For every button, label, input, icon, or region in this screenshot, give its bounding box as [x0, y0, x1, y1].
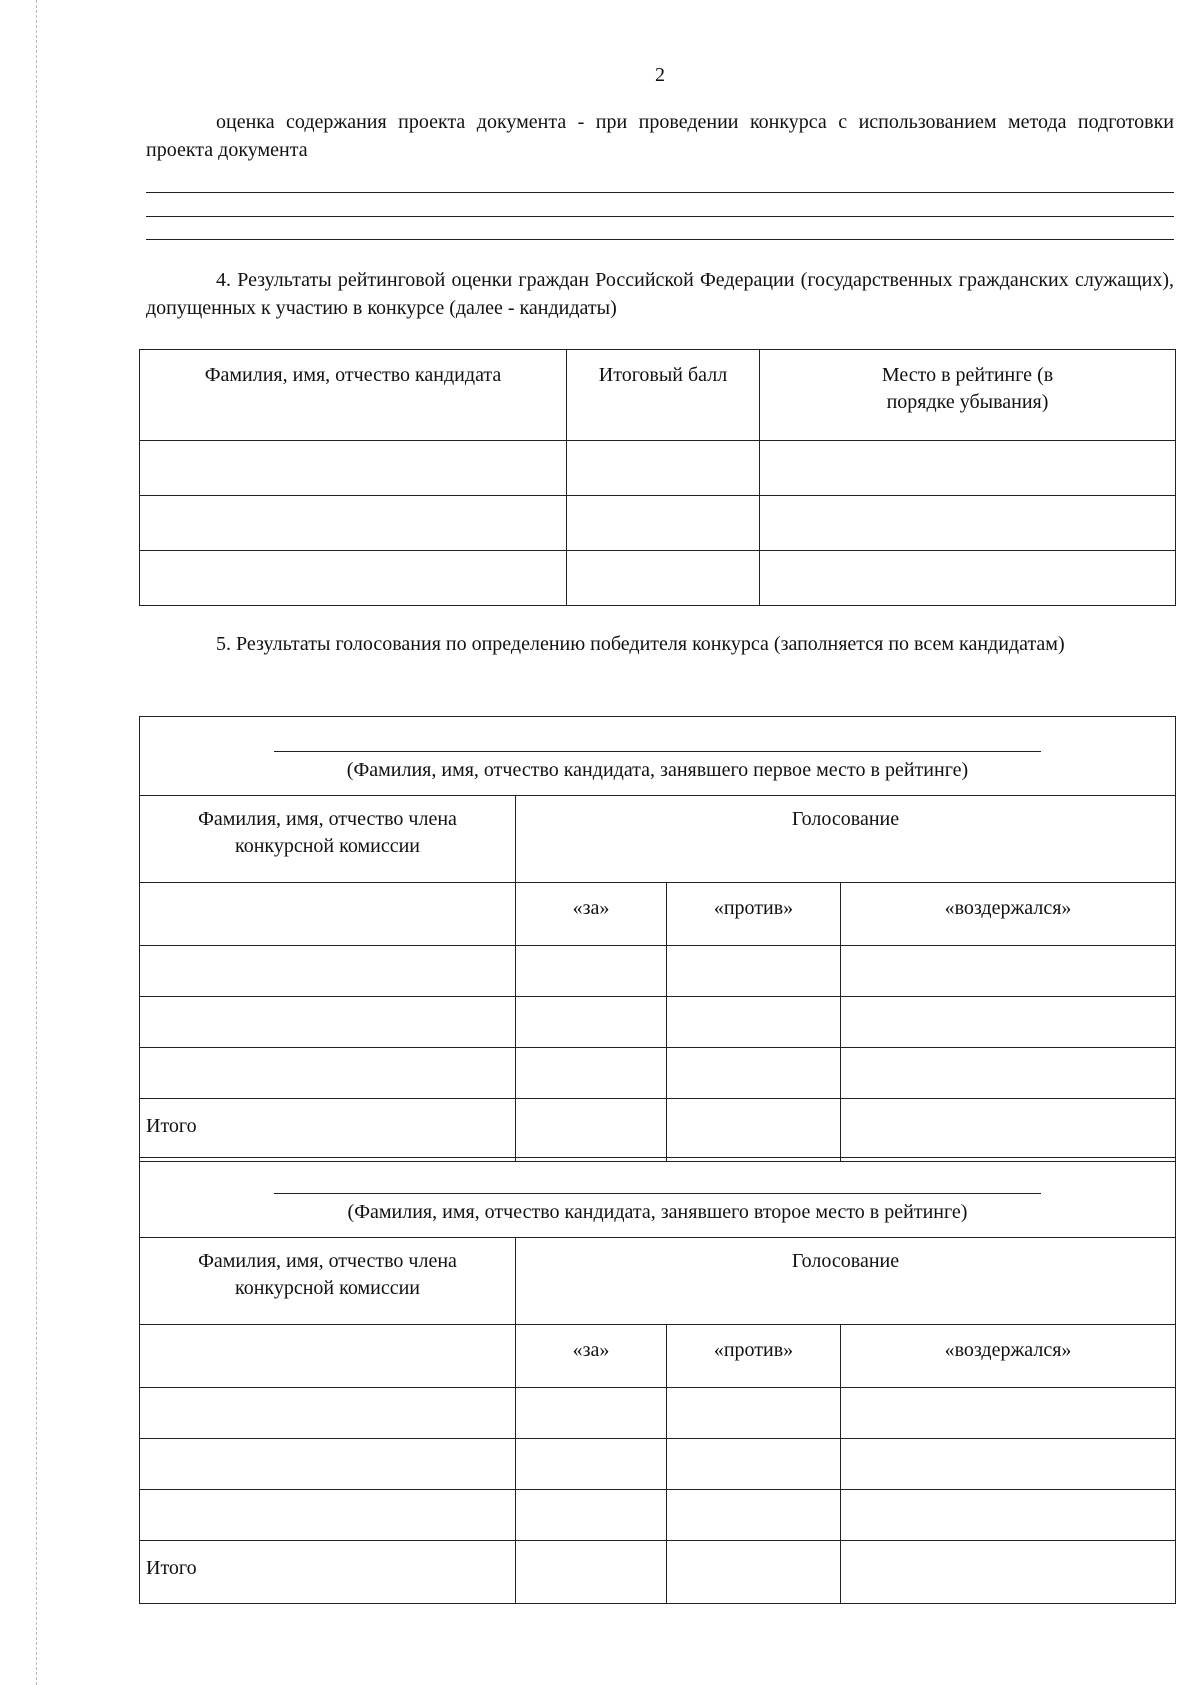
- section5-text: Результаты голосования по определению победителя конкурса (заполняется по всем кандидатам): [236, 633, 1065, 655]
- option-abstain: «воздержался»: [841, 1325, 1176, 1388]
- table-cell[interactable]: [667, 1541, 841, 1604]
- candidate-name-line: [274, 751, 1041, 752]
- table-cell[interactable]: [516, 1439, 667, 1490]
- table-cell[interactable]: [841, 1388, 1176, 1439]
- table-cell[interactable]: [760, 441, 1176, 496]
- voting-header-row: [140, 1238, 1176, 1325]
- candidate-name-field[interactable]: [140, 717, 1176, 796]
- option-for: «за»: [516, 1325, 667, 1388]
- table-cell[interactable]: [516, 1490, 667, 1541]
- table-cell[interactable]: [667, 1099, 841, 1162]
- table-cell[interactable]: [667, 1048, 841, 1099]
- voting-header-row: [140, 796, 1176, 883]
- table-cell[interactable]: [667, 997, 841, 1048]
- table-cell[interactable]: [841, 1490, 1176, 1541]
- total-row: [140, 1099, 1176, 1162]
- table-cell[interactable]: [140, 1048, 516, 1099]
- candidate-row: [140, 1159, 1176, 1238]
- fill-line-2[interactable]: [146, 216, 1174, 217]
- table-cell[interactable]: [140, 1388, 516, 1439]
- table-cell[interactable]: [140, 1490, 516, 1541]
- table-cell: [140, 1325, 516, 1388]
- fill-line-3[interactable]: [146, 239, 1174, 240]
- option-for: «за»: [516, 883, 667, 946]
- voting-table-second-place: [139, 1159, 1176, 1604]
- table-cell[interactable]: [760, 496, 1176, 551]
- voting-table-first-place: [139, 716, 1176, 1162]
- section4-number: 4.: [216, 269, 231, 291]
- table-row: [140, 496, 1176, 551]
- table-row: [140, 441, 1176, 496]
- table-cell[interactable]: [140, 441, 567, 496]
- table-cell[interactable]: [841, 1048, 1176, 1099]
- table-row: [140, 946, 1176, 997]
- table-cell[interactable]: [667, 1490, 841, 1541]
- voting-options-row: [140, 883, 1176, 946]
- table-cell[interactable]: [567, 551, 760, 606]
- column-header-place: Место в рейтинге (в порядке убывания): [760, 350, 1176, 441]
- table-cell[interactable]: [667, 1388, 841, 1439]
- table-cell[interactable]: [140, 1439, 516, 1490]
- table-cell[interactable]: [140, 946, 516, 997]
- table-cell[interactable]: [140, 496, 567, 551]
- total-label: Итого: [140, 1099, 516, 1162]
- table-cell[interactable]: [841, 946, 1176, 997]
- table-cell[interactable]: [516, 946, 667, 997]
- table-cell[interactable]: [667, 946, 841, 997]
- table-cell[interactable]: [516, 997, 667, 1048]
- table-cell[interactable]: [667, 1439, 841, 1490]
- voting-options-row: [140, 1325, 1176, 1388]
- table-row: [140, 551, 1176, 606]
- table-cell[interactable]: [516, 1388, 667, 1439]
- column-header-score: Итоговый балл: [567, 350, 760, 441]
- table-cell[interactable]: [841, 997, 1176, 1048]
- table-cell[interactable]: [567, 441, 760, 496]
- option-against: «против»: [667, 1325, 841, 1388]
- candidate-caption: (Фамилия, имя, отчество кандидата, занявшего второе место в рейтинге): [347, 1201, 968, 1223]
- voting-header: Голосование: [516, 796, 1176, 883]
- table-cell[interactable]: [516, 1541, 667, 1604]
- total-label: Итого: [140, 1541, 516, 1604]
- separator-line: [139, 1157, 1175, 1158]
- total-row: [140, 1541, 1176, 1604]
- table-cell[interactable]: [841, 1541, 1176, 1604]
- section4-paragraph: [146, 266, 1174, 322]
- table-row: [140, 1388, 1176, 1439]
- fill-line-1[interactable]: [146, 192, 1174, 193]
- table-row: [140, 997, 1176, 1048]
- member-header: Фамилия, имя, отчество члена конкурсной комиссии: [140, 1238, 516, 1325]
- member-header: Фамилия, имя, отчество члена конкурсной комиссии: [140, 796, 516, 883]
- table-row: [140, 1490, 1176, 1541]
- table-cell[interactable]: [567, 496, 760, 551]
- table-cell[interactable]: [140, 551, 567, 606]
- candidate-name-field[interactable]: [140, 1159, 1176, 1238]
- table-cell[interactable]: [760, 551, 1176, 606]
- scan-edge: [36, 0, 37, 1685]
- option-against: «против»: [667, 883, 841, 946]
- table-row: [140, 1048, 1176, 1099]
- table-cell[interactable]: [140, 997, 516, 1048]
- section5-number: 5.: [216, 633, 231, 655]
- rating-table: [139, 349, 1176, 606]
- table-cell[interactable]: [516, 1099, 667, 1162]
- intro-text: оценка содержания проекта документа - при проведении конкурса с использованием метода подготовки проекта документа: [146, 111, 1174, 161]
- intro-paragraph: [146, 108, 1174, 164]
- table-cell[interactable]: [841, 1439, 1176, 1490]
- rating-table-header: [140, 350, 1176, 441]
- column-header-candidate: Фамилия, имя, отчество кандидата: [140, 350, 567, 441]
- option-abstain: «воздержался»: [841, 883, 1176, 946]
- table-cell[interactable]: [841, 1099, 1176, 1162]
- section5-paragraph: [146, 630, 1174, 658]
- page-number: 2: [655, 64, 665, 86]
- candidate-name-line: [274, 1193, 1041, 1194]
- table-cell[interactable]: [516, 1048, 667, 1099]
- voting-header: Голосование: [516, 1238, 1176, 1325]
- section4-text: Результаты рейтинговой оценки граждан Российской Федерации (государственных гражданских служащих), допущенных к участию в конкурсе (далее - кандидаты): [146, 269, 1174, 319]
- table-row: [140, 1439, 1176, 1490]
- candidate-caption: (Фамилия, имя, отчество кандидата, занявшего первое место в рейтинге): [346, 759, 969, 781]
- table-cell: [140, 883, 516, 946]
- candidate-row: [140, 717, 1176, 796]
